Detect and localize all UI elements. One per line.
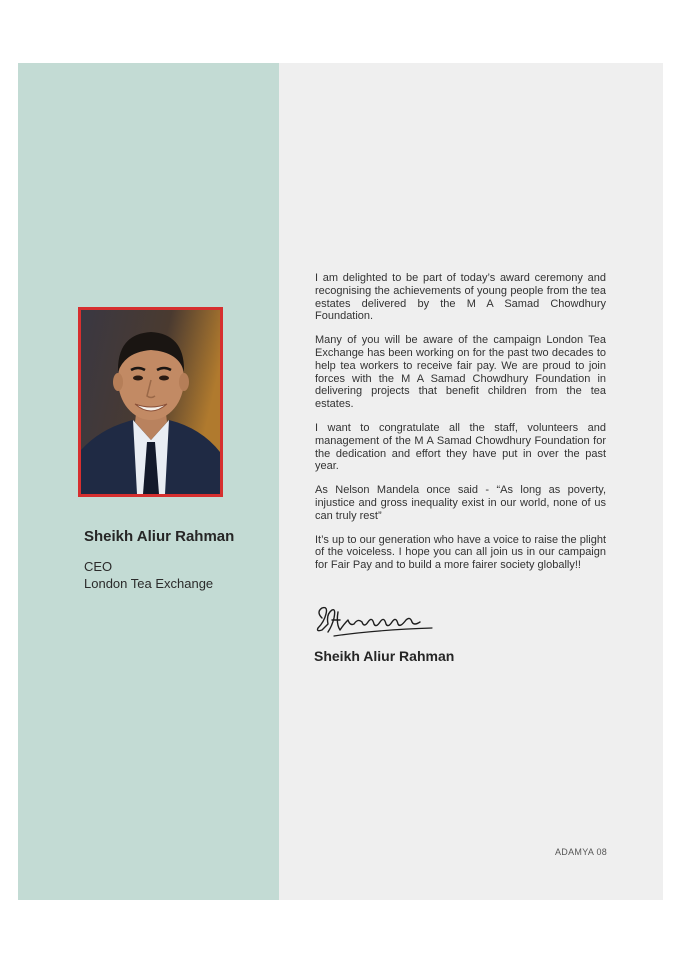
sidebar-panel — [18, 63, 279, 900]
letter-paragraph: I want to congratulate all the staff, volunteers and management of the M A Samad Chowdhury Foundation for the dedication and effort they have put in over the past year. — [315, 421, 606, 473]
letter-paragraph: Many of you will be aware of the campaign London Tea Exchange has been working on for the past two decades to help tea workers to receive fair pay. We are proud to join forces with the M A Samad Chowdhury Foundation in delivering projects that benefit children from the tea estates. — [315, 334, 606, 411]
signatory-name: Sheikh Aliur Rahman — [314, 648, 455, 664]
profile-name: Sheikh Aliur Rahman — [84, 528, 235, 545]
profile-title: CEO — [84, 559, 113, 574]
letter-paragraph: As Nelson Mandela once said - “As long as poverty, injustice and gross inequality exist in our world, none of us can truly rest” — [315, 484, 606, 522]
page-number-label: ADAMYA 08 — [555, 847, 608, 857]
portrait-image — [81, 310, 220, 494]
letter-paragraph: I am delighted to be part of today’s award ceremony and recognising the achievements of young people from the tea estates delivered by the M A Samad Chowdhury Foundation. — [315, 272, 606, 323]
letter-paragraph: It’s up to our generation who have a voice to raise the plight of the voiceless. I hope you can all join us in our campaign for Fair Pay and to build a more fairer society globally!! — [315, 533, 606, 572]
portrait-photo — [78, 307, 223, 497]
profile-organization: London Tea Exchange — [84, 576, 214, 591]
letter-body — [315, 272, 606, 583]
handwritten-signature — [314, 604, 440, 644]
page — [18, 63, 663, 900]
